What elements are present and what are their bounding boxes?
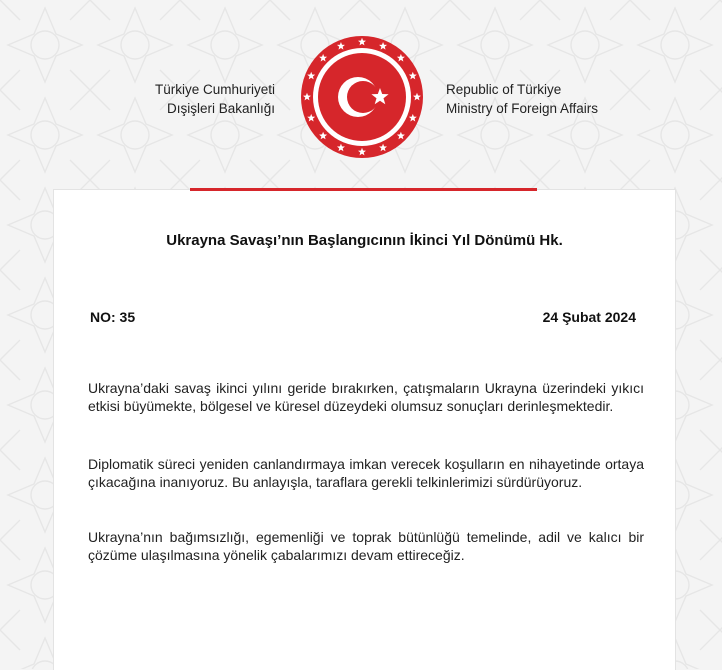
paragraph-1: Ukrayna’daki savaş ikinci yılını geride bırakırken, çatışmaların Ukrayna üzerindeki yıkıcı etkisi büyümekte, bölgesel ve küresel düzeydeki olumsuz sonuçları derinleşmektedir.	[88, 380, 644, 414]
paragraph-3: Ukrayna’nın bağımsızlığı, egemenliği ve toprak bütünlüğü temelinde, adil ve kalıcı bir çözüme ulaşılmasına yönelik çabalarımızı devam ettireceğiz.	[88, 529, 644, 563]
header-ministry-turkish	[55, 80, 275, 118]
header-left-line1: Türkiye Cumhuriyeti	[154, 82, 275, 97]
paragraph-2: Diplomatik süreci yeniden canlandırmaya imkan verecek koşulların en nihayetinde ortaya çıkacağına inanıyoruz. Bu anlayışla, taraflara gerekli telkinlerimizi sürdürüyoruz.	[88, 456, 644, 490]
header-left-line2: Dışişleri Bakanlığı	[166, 101, 275, 116]
document-card	[53, 189, 676, 670]
header-right-line2: Ministry of Foreign Affairs	[446, 101, 599, 116]
document-number: NO: 35	[90, 309, 136, 325]
document-date: 24 Şubat 2024	[542, 309, 636, 325]
header-right-line1: Republic of Türkiye	[446, 82, 562, 97]
header-ministry-english	[446, 80, 666, 118]
ministry-seal-icon	[300, 35, 424, 159]
document-title: Ukrayna Savaşı’nın Başlangıcının İkinci Yıl Dönümü Hk.	[166, 232, 563, 249]
header-divider	[190, 188, 537, 191]
